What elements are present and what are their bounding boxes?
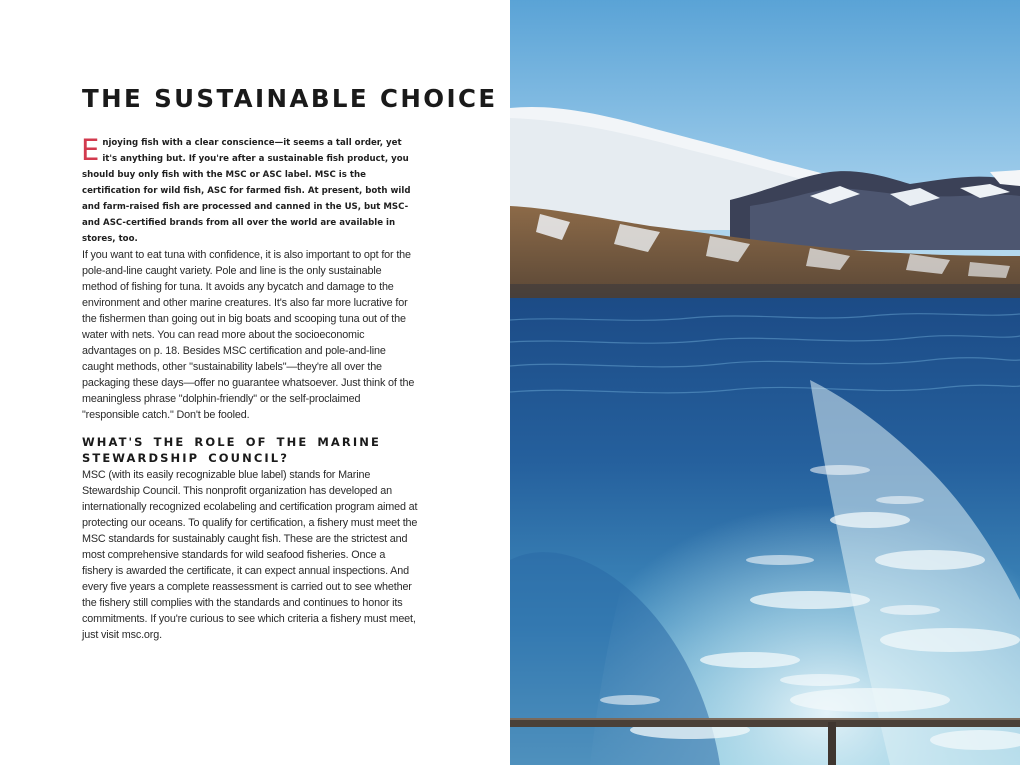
body-paragraph-tuna: If you want to eat tuna with confidence, it is also important to opt for the pole-and-line caught variety. Pole and line is the only sustainable method of fishing for tuna. It avoids any bycatch and damage to the environment and other marine creatures. It's also far more lucrative for the fishermen than going out in big boats and scooping tuna out of the water with nets. You can read more about the socioeconomic advantages on p. 18. Besides MSC certification and pole-and-line caught methods, other "sustainability labels"—they're all over the packaging these days—offer no guarantee whatsoever. Just think of the meaningless phrase "dolphin-friendly" or the self-proclaimed "responsible catch." Don't be fooled. [82,249,415,421]
ocean-photo-illustration [510,0,1020,765]
drop-cap: E [81,133,100,167]
intro-text: njoying fish with a clear conscience—it seems a tall order, yet it's anything but. If you're after a sustainable fish product, you should buy only fish with the MSC or ASC label. MSC is the certification for wild fish, ASC for farmed fish. At present, both wild and farm-raised fish are processed and canned in the US, but MSC- and ASC-certified brands from all over the world are available in stores, too. [82,138,411,244]
intro-paragraph [82,135,415,247]
page-title: THE SUSTAINABLE CHOICE [82,84,498,113]
body-paragraph-msc: MSC (with its easily recognizable blue label) stands for Marine Stewardship Council. This nonprofit organization has developed an internationally recognized ecolabeling and certification program aimed at protecting our oceans. To qualify for certification, a fishery must meet the MSC standards for sustainably caught fish. These are the strictest and most comprehensive standards for wild seafood fisheries. Once a fishery is awarded the certificate, it can expect annual inspections. And every five years a complete reassessment is carried out to see whether the fishery still complies with the standards and continues to honor its commitments. If you're curious to see which criteria a fishery must meet, just visit msc.org. [82,469,418,641]
section-heading-msc: WHAT'S THE ROLE OF THE MARINE STEWARDSHIP COUNCIL? [82,435,381,465]
ocean-photo [510,0,1020,765]
